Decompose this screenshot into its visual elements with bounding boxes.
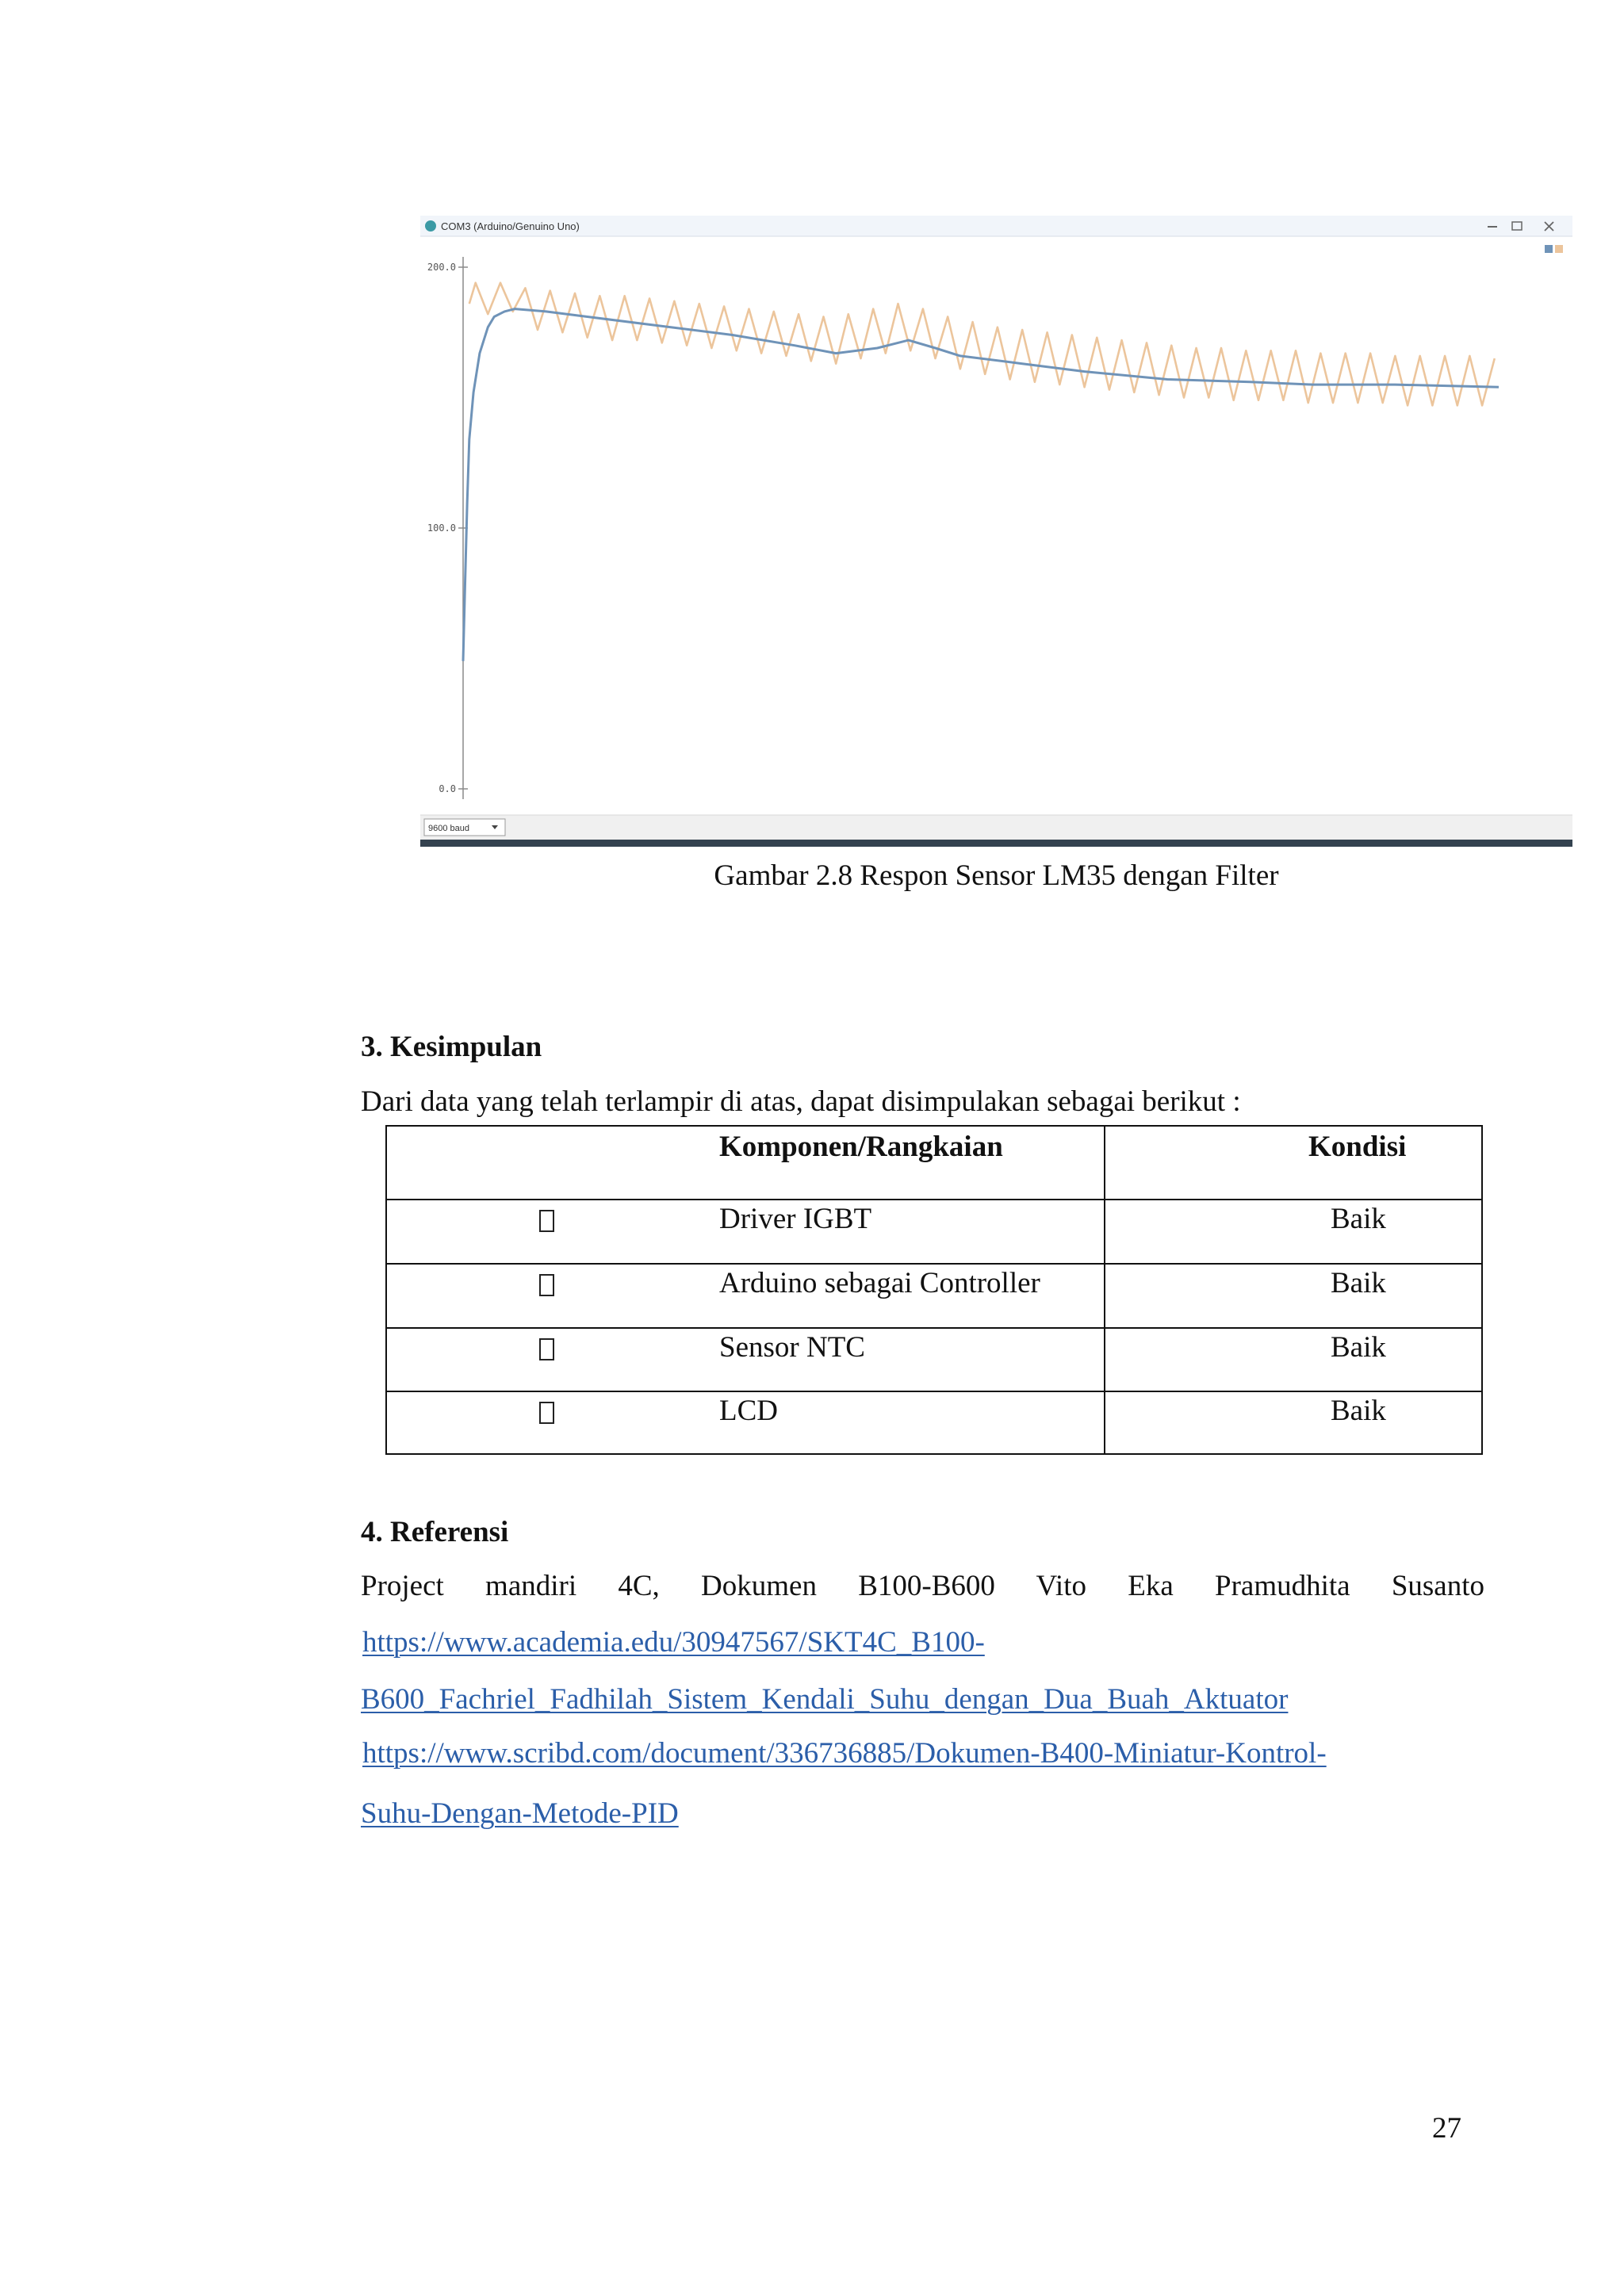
box-icon (539, 1338, 554, 1360)
component-name: Sensor NTC (719, 1331, 865, 1364)
section-heading-kesimpulan: 3. Kesimpulan (361, 1031, 542, 1063)
reference-link-scribd-cont[interactable]: Suhu-Dengan-Metode-PID (361, 1797, 679, 1830)
conclusion-intro: Dari data yang telah terlampir di atas, dapat disimpulakan sebagai berikut : (361, 1085, 1241, 1118)
y-tick-label: 100.0 (427, 522, 456, 534)
component-name: Arduino sebagai Controller (719, 1267, 1040, 1299)
baud-rate-select[interactable] (424, 819, 505, 836)
table-row (387, 1327, 1481, 1391)
serial-plotter-window (420, 216, 1572, 847)
header-component: Komponen/Rangkaian (719, 1131, 1003, 1163)
reference-text: Project mandiri 4C, Dokumen B100-B600 Vito Eka Pramudhita Susanto (361, 1570, 1484, 1602)
reference-link-academia[interactable]: https://www.academia.edu/30947567/SKT4C_B100- (362, 1626, 985, 1659)
plot-background (420, 216, 1572, 847)
component-name: Driver IGBT (719, 1203, 872, 1235)
page-number: 27 (1432, 2112, 1461, 2145)
figure-caption: Gambar 2.8 Respon Sensor LM35 dengan Filter (714, 859, 1279, 892)
table-row (387, 1391, 1481, 1453)
reference-link-academia-cont[interactable]: B600_Fachriel_Fadhilah_Sistem_Kendali_Suhu_dengan_Dua_Buah_Aktuator (361, 1683, 1289, 1716)
table-row (387, 1199, 1481, 1263)
box-icon (539, 1402, 554, 1424)
taskbar-strip (420, 840, 1572, 847)
bottom-bar (420, 815, 1572, 840)
box-icon (539, 1274, 554, 1296)
serial-plotter-screenshot (420, 216, 1572, 847)
reference-link-scribd[interactable]: https://www.scribd.com/document/336736885/Dokumen-B400-Miniatur-Kontrol- (362, 1737, 1327, 1770)
window-title: COM3 (Arduino/Genuino Uno) (441, 220, 580, 232)
y-tick-label: 200.0 (427, 262, 456, 273)
title-bar (420, 216, 1572, 236)
y-tick-label: 0.0 (439, 783, 456, 794)
header-condition: Kondisi (1308, 1131, 1407, 1163)
table-header-row (387, 1127, 1481, 1199)
baud-rate-value: 9600 baud (428, 824, 469, 833)
section-heading-referensi: 4. Referensi (361, 1516, 509, 1548)
component-name: LCD (719, 1395, 778, 1427)
condition-value: Baik (1331, 1331, 1386, 1364)
legend-swatch-blue (1545, 245, 1553, 253)
legend-swatch-orange (1555, 245, 1563, 253)
arduino-icon (425, 220, 436, 232)
condition-value: Baik (1331, 1395, 1386, 1427)
table-row (387, 1263, 1481, 1327)
condition-value: Baik (1331, 1267, 1386, 1299)
box-icon (539, 1210, 554, 1232)
component-table (385, 1125, 1483, 1455)
condition-value: Baik (1331, 1203, 1386, 1235)
